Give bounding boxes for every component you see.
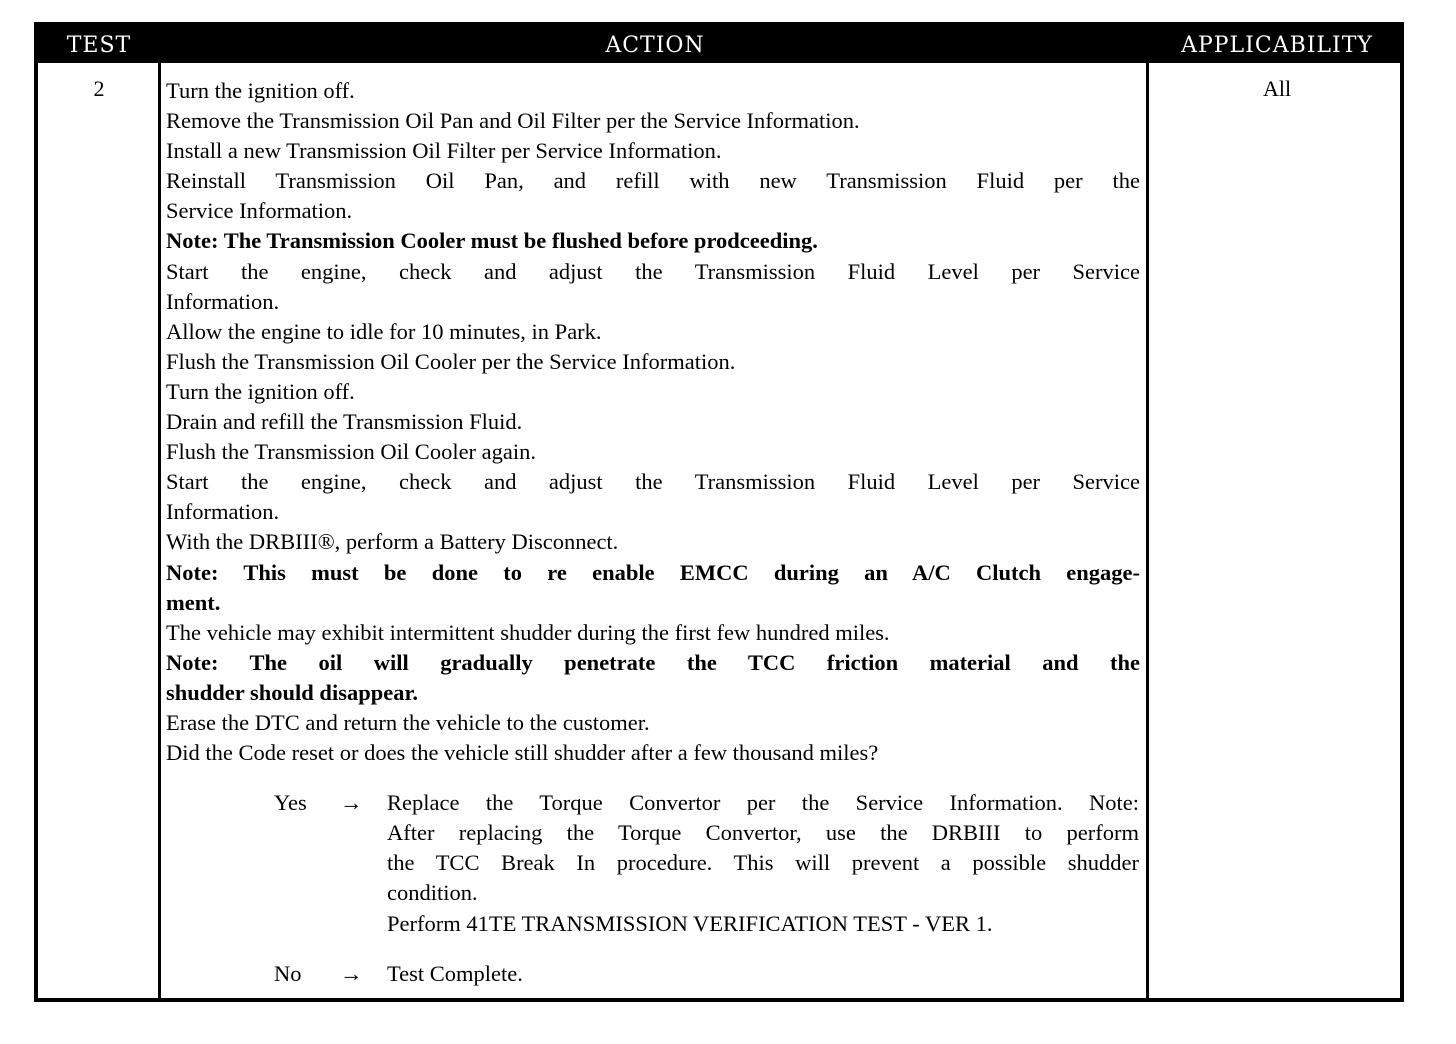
yes-line: Perform 41TE TRANSMISSION VERIFICATION TEST - VER 1.	[387, 910, 993, 936]
action-line: Turn the ignition off.	[166, 378, 355, 404]
header-action: ACTION	[605, 33, 705, 58]
action-line: Information.	[166, 499, 280, 525]
result-no	[166, 959, 1140, 989]
column-divider-test	[158, 63, 161, 998]
note-line: Note: The oil will gradually penetrate the TCC friction material and the	[166, 649, 1140, 675]
header-test: TEST	[66, 33, 132, 58]
action-line: Turn the ignition off.	[166, 78, 355, 103]
action-line: Erase the DTC and return the vehicle to the customer.	[166, 709, 650, 735]
action-line: Reinstall Transmission Oil Pan, and refill with new Transmission Fluid per the	[166, 168, 1140, 194]
action-line: Install a new Transmission Oil Filter per Service Information.	[166, 138, 722, 164]
yes-line: the TCC Break In procedure. This will prevent a possible shudder	[387, 850, 1139, 876]
result-yes	[166, 788, 1140, 938]
yes-line: Replace the Torque Convertor per the Service Information. Note:	[387, 790, 1139, 816]
note-line: Note: The Transmission Cooler must be flushed before prodceeding.	[166, 228, 818, 254]
action-line: Drain and refill the Transmission Fluid.	[166, 409, 523, 435]
note-line: ment.	[166, 589, 221, 615]
no-label: No	[274, 960, 302, 986]
action-line: Information.	[166, 288, 280, 314]
action-line: The vehicle may exhibit intermittent shudder during the first few hundred miles.	[166, 619, 890, 645]
action-cell	[166, 76, 1140, 989]
action-line: Service Information.	[166, 198, 353, 224]
no-arrow-icon: →	[340, 960, 363, 986]
yes-label: Yes	[274, 790, 307, 816]
question-line: Did the Code reset or does the vehicle still shudder after a few thousand miles?	[166, 740, 879, 766]
applicability-value: All	[1262, 76, 1292, 101]
table-header	[38, 26, 1400, 63]
no-line: Test Complete.	[387, 960, 523, 986]
action-line: Remove the Transmission Oil Pan and Oil Filter per the Service Information.	[166, 108, 860, 134]
yes-line: condition.	[387, 880, 478, 906]
action-line: Start the engine, check and adjust the Transmission Fluid Level per Service	[166, 469, 1140, 495]
note-line: Note: This must be done to re enable EMCC during an A/C Clutch engage-	[166, 559, 1140, 585]
action-line: Start the engine, check and adjust the Transmission Fluid Level per Service	[166, 258, 1140, 284]
action-line: Flush the Transmission Oil Cooler again.	[166, 439, 537, 465]
action-line: Flush the Transmission Oil Cooler per the Service Information.	[166, 348, 736, 374]
yes-outcome	[387, 788, 1139, 938]
no-outcome	[387, 959, 1139, 989]
column-divider-applicability	[1146, 63, 1149, 998]
header-applicability: APPLICABILITY	[1181, 33, 1373, 58]
diagnostic-test-table	[34, 22, 1404, 1002]
yes-arrow-icon: →	[340, 790, 363, 816]
action-line: Allow the engine to idle for 10 minutes, in Park.	[166, 318, 602, 344]
test-number: 2	[93, 76, 105, 101]
note-line: shudder should disappear.	[166, 679, 419, 705]
action-line: With the DRBIII®, perform a Battery Disconnect.	[166, 529, 619, 555]
yes-line: After replacing the Torque Convertor, use the DRBIII to perform	[387, 820, 1139, 846]
